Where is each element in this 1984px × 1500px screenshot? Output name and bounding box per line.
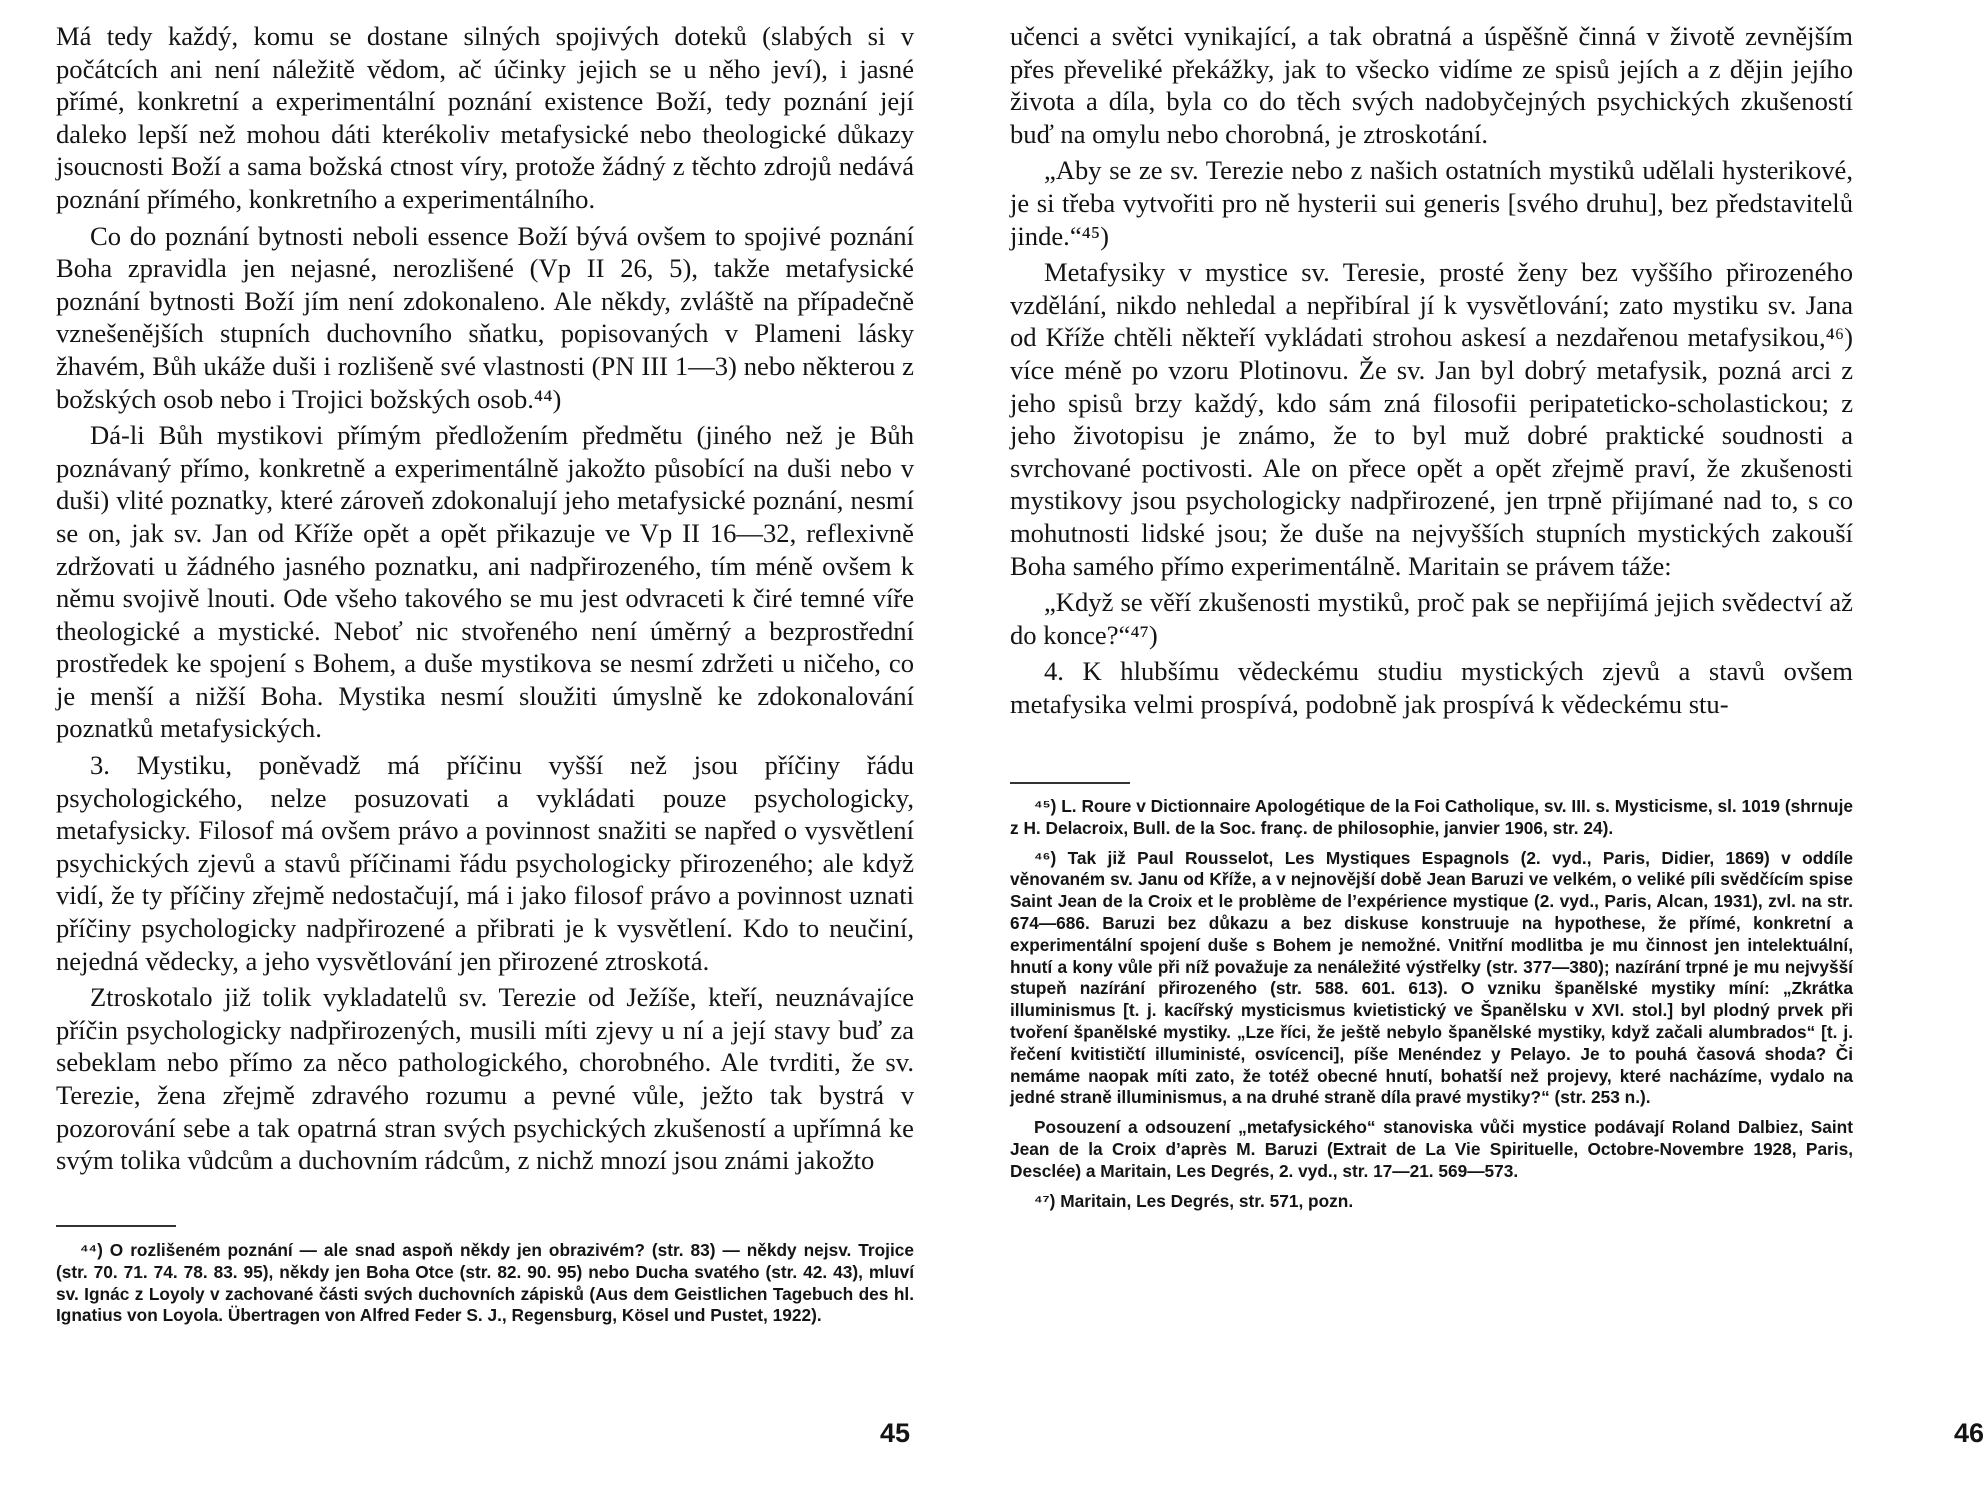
left-footnotes [56, 1240, 914, 1335]
right-footnote-rule [1010, 782, 1130, 784]
left-page [0, 0, 939, 1500]
right-footnotes [1010, 796, 1853, 1220]
right-paragraph-5: 4. K hlubšímu vědeckému studiu mystických zjevů a stavů ovšem metafysika velmi prospívá, podobně jak prospívá k vědeckému stu- [1010, 656, 1853, 719]
left-paragraph-1: Má tedy každý, komu se dostane silných spojivých doteků (slabých si v počátcích ani není náležitě vědom, ač účinky jejich se u něho jeví), i jasné přímé, konkretní a experimentální poznání existence Boží, tedy poznání její daleko lepší než mohou dáti kterékoliv metafysické nebo theologické důkazy jsoucnosti Boží a sama božská ctnost víry, protože žádný z těchto zdrojů nedává poznání přímého, konkretního a experimentálního. [56, 21, 914, 214]
left-page-number: 45 [880, 1418, 911, 1448]
footnote-46-continuation: Posouzení a odsouzení „metafysického“ stanoviska vůči mystice podávají Roland Dalbiez, Saint Jean de la Croix d’après M. Baruzi (Extrait de La Vie Spirituelle, Octobre-Novembre 1928, Paris, Desclée) a Maritain, Les Degrés, 2. vyd., str. 17—21. 569—573. [1010, 1117, 1853, 1181]
left-body-text [56, 20, 914, 1181]
right-body-text [1010, 20, 1853, 724]
right-paragraph-4: „Když se věří zkušenosti mystiků, proč pak se nepřijímá jejich svědectví až do konce?“⁴⁷) [1010, 587, 1853, 650]
left-paragraph-5: Ztroskotalo již tolik vykladatelů sv. Terezie od Ježíše, kteří, neuznávajíce příčin psychologicky nadpřirozených, musili míti zjevy u ní a její stavy buď za sebeklam nebo přímo za něco pathologického, chorobného. Ale tvrditi, že sv. Terezie, žena zřejmě zdravého rozumu a pevné vůle, ježto tak bystrá v pozorování sebe a tak opatrná stran svých psychických zkušeností a upřímná ke svým tolika vůdcům a duchovním rádcům, z nichž mnozí jsou známi jakožto [56, 982, 914, 1176]
right-paragraph-2: „Aby se ze sv. Terezie nebo z našich ostatních mystiků udělali hysterikové, je si třeba vytvořiti pro ně hysterii sui generis [svého druhu], bez představitelů jinde.“⁴⁵) [1010, 155, 1853, 251]
footnote-46: ⁴⁶) Tak již Paul Rousselot, Les Mystiques Espagnols (2. vyd., Paris, Didier, 1869) v oddíle věnovaném sv. Janu od Kříže, a v nejnovější době Jean Baruzi ve velkém, o veliké píli svědčícím spise Saint Jean de la Croix et le problème de l’expérience mystique (2. vyd., Paris, Alcan, 1931), zvl. na str. 674—686. Baruzi bez důkazu a bez diskuse konstruuje na hypothese, že přímé, konkretní a experimentální spojení duše s Bohem je nemožné. Vnitřní modlitba je mu činnost jen intelektuální, hnutí a kony vůle při níž považuje za nenáležité výstřelky (str. 377—380); nazírání trpné je mu nejvyšší stupeň nazírání přirozeného (str. 588. 601. 613). O vzniku španělské mystiky míní: „Zkrátka illuminismus [t. j. kacířský mysticismus kvietistický ve Španělsku v XVI. stol.] byl plodný prvek při tvoření španělské mystiky. „Lze říci, že ještě nebylo španělské mystiky, když začali alumbrados“ [t. j. řečení kvitističtí illuministé, osvícenci], píše Menéndez y Pelayo. Je to pouhá časová shoda? Či nemáme naopak míti zato, že totéž obecné hnutí, bohatší než projevy, které nacházíme, vydalo na jedné straně illuminismus, a na druhé straně díla pravé mystiky?“ (str. 253 n.). [1010, 847, 1853, 1108]
left-paragraph-2: Co do poznání bytnosti neboli essence Boží bývá ovšem to spojivé poznání Boha zpravidla jen nejasné, nerozlišené (Vp II 26, 5), takže metafysické poznání bytnosti Boží jím není zdokonaleno. Ale někdy, zvláště na případečně vznešenějších stupních duchovního sňatku, popisovaných v Plameni lásky žhavém, Bůh ukáže duši i rozlišeně své vlastnosti (PN III 1—3) nebo některou z božských osob nebo i Trojici božských osob.⁴⁴) [56, 220, 914, 414]
left-paragraph-4: 3. Mystiku, poněvadž má příčinu vyšší než jsou příčiny řádu psychologického, nelze posuzovati a vykládati pouze psychologicky, metafysicky. Filosof má ovšem právo a povinnost snažiti se napřed o vysvětlení psychických zjevů a stavů příčinami řádu psychologicky přirozeného; ale když vidí, že ty příčiny zřejmě nedostačují, má i jako filosof právo a povinnost uznati příčiny psychologicky nadpřirozené a přibrati je k vysvětlení. Kdo to neučiní, nejedná vědecky, a jeho vysvětlování jen přirozené ztroskotá. [56, 750, 914, 976]
footnote-44: ⁴⁴) O rozlišeném poznání — ale snad aspoň někdy jen obrazivém? (str. 83) — někdy nejsv. Trojice (str. 70. 71. 74. 78. 83. 95), někdy jen Boha Otce (str. 82. 90. 95) nebo Ducha svatého (str. 42. 43), mluví sv. Ignác z Loyoly v zachované části svých duchovních zápisků (Aus dem Geistlichen Tagebuch des hl. Ignatius von Loyola. Übertragen von Alfred Feder S. J., Regensburg, Kösel und Pustet, 1922). [56, 1240, 914, 1326]
right-paragraph-1: učenci a světci vynikající, a tak obratná a úspěšně činná v životě zevnějším přes převeliké překážky, jak to všecko vidíme ze spisů jejích a z dějin jejího života a díla, byla co do těch svých nadobyčejných psychických zkušeností buď na omylu nebo chorobná, je ztroskotání. [1010, 21, 1853, 149]
footnote-45: ⁴⁵) L. Roure v Dictionnaire Apologétique de la Foi Catholique, sv. III. s. Mysticisme, sl. 1019 (shrnuje z H. Delacroix, Bull. de la Soc. franç. de philosophie, janvier 1906, str. 24). [1010, 796, 1853, 838]
left-footnote-rule [56, 1225, 176, 1227]
right-page-number: 46 [1954, 1418, 1984, 1448]
left-paragraph-3: Dá-li Bůh mystikovi přímým předložením předmětu (jiného než je Bůh poznávaný přímo, konkretně a experimentálně jakožto působící na duši nebo v duši) vlité poznatky, které zároveň zdokonalují jeho metafysické poznání, nesmí se on, jak sv. Jan od Kříže opět a opět přikazuje ve Vp II 16—32, reflexivně zdržovati u žádného jasného poznatku, ani nadpřirozeného, tím méně ovšem k němu svojivě lnouti. Ode všeho takového se mu jest odvraceti k čiré temné víře theologické a mystické. Neboť nic stvořeného není úměrný a bezprostřední prostředek ke spojení s Bohem, a duše mystikova se nesmí zdržeti u ničeho, co je menší a nižší Boha. Mystika nesmí sloužiti úmyslně ke zdokonalování poznatků metafysických. [56, 420, 914, 744]
right-page [939, 0, 1984, 1500]
right-paragraph-3: Metafysiky v mystice sv. Teresie, prosté ženy bez vyššího přirozeného vzdělání, nikdo nehledal a nepřibíral jí k vysvětlování; zato mystiku sv. Jana od Kříže chtěli někteří vykládati strohou askesí a nezdařenou metafysikou,⁴⁶) více méně po vzoru Plotinovu. Že sv. Jan byl dobrý metafysik, pozná arci z jeho spisů brzy každý, kdo sám zná filosofii peripateticko-scholastickou; z jeho životopisu je známo, že to byl muž dobré praktické soudnosti a svrchované poctivosti. Ale on přece opět a opět zřejmě praví, že zkušenosti mystikovy jsou psychologicky nadpřirozené, jen trpně přijímané nad to, s co mohutnosti lidské jsou; že duše na nejvyšších stupních mystických zakouší Boha samého přímo experimentálně. Maritain se právem táže: [1010, 257, 1853, 581]
footnote-47: ⁴⁷) Maritain, Les Degrés, str. 571, pozn. [1034, 1190, 1354, 1211]
